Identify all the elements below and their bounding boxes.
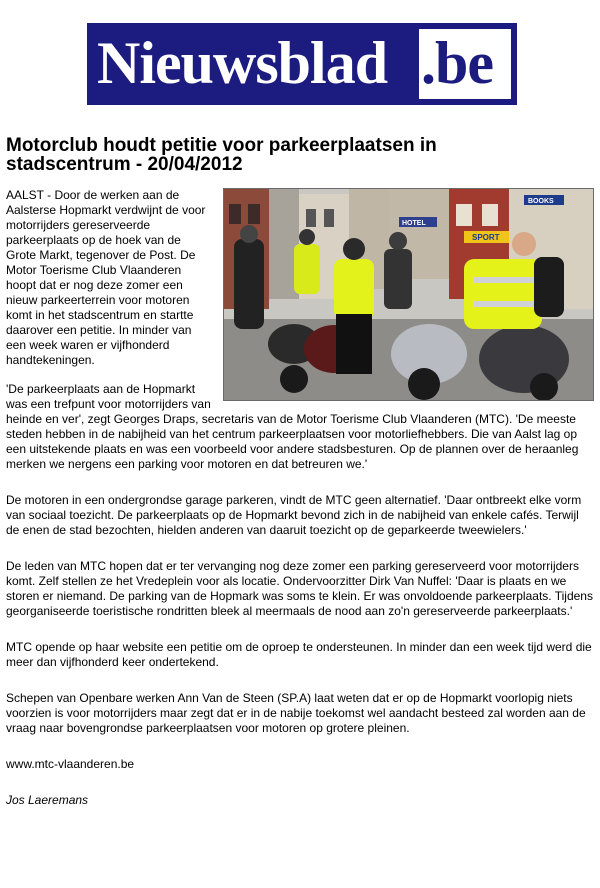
logo-wordmark: Nieuwsblad (97, 30, 388, 96)
article-headline: Motorclub houdt petitie voor parkeerplaatsen in stadscentrum - 20/04/2012 (6, 135, 437, 175)
photo-sign-hotel: HOTEL (402, 220, 426, 227)
article-author: Jos Laeremans (6, 793, 89, 807)
article-photo (223, 188, 594, 401)
masthead-logo[interactable] (87, 23, 517, 105)
article-body (6, 188, 594, 829)
article-paragraph: MTC opende op haar website een petitie om de oproep te ondersteunen. In minder dan een week tijd werd die meer dan vijfhonderd keer ondertekend. (6, 640, 592, 669)
photo-sign-sport: SPORT (472, 233, 500, 242)
website-link[interactable]: www.mtc-vlaanderen.be (6, 757, 135, 771)
article-paragraph: De leden van MTC hopen dat er ter vervanging nog deze zomer een parking gereserveerd voor motorrijders komt. Zelf stellen ze het Vredeplein voor als locatie. Ondervoorzitter Dirk Van Nuffel: 'Daar is plaats en we storen er niemand. De parking van de Hopmark was soms te klein. Er was onvoldoende parkeerplaats. Tijdens georganiseerde toeristische rondritten bleek al meermaals de nood aan zo'n gereserveerde parkeerplaats.' (6, 559, 593, 618)
logo-tld: .be (421, 30, 493, 96)
logo-tld-box (419, 29, 511, 99)
article-paragraph: Schepen van Openbare werken Ann Van de Steen (SP.A) laat weten dat er op de Hopmarkt voorlopig niets voorzien is voor motorrijders maar zegt dat er in de nabije toekomst wel aandacht besteed zal worden aan de vraag naar bovengrondse parkeerplaatsen voor motoren op grotere pleinen. (6, 691, 586, 735)
motorcyclists-photo (224, 189, 593, 400)
article-paragraph: De motoren in een ondergrondse garage parkeren, vindt de MTC geen alternatief. 'Daar ontbreekt elke vorm van sociaal toezicht. De parkeerplaats op de Hopmarkt bevond zich in de nabijheid van enkele cafés. Terwijl de enen de stad bezochten, hielden anderen van daaruit toezicht op de geparkeerde tweewielers.' (6, 493, 582, 537)
photo-sign-books: BOOKS (528, 198, 554, 205)
article-paragraph: 'De parkeerplaats aan de Hopmarkt was een trefpunt voor motorrijders van heinde en ver', zegt Georges Draps, secretaris van de Motor Toerisme Club Vlaanderen (MTC). 'De meeste steden hebben in de nabijheid van het centrum parkeerplaatsen voor motorliefhebbers. Die van Aalst lag op een uitstekende plaats en was een voorbeeld voor andere stadsbesturen. Op de plannen over de heraanleg merken we nergens een parking voor motoren en dat betreuren we.' (6, 382, 579, 471)
article-lead: AALST - Door de werken aan de Aalsterse Hopmarkt verdwijnt de voor motorrijders gereserveerde parkeerplaats op de hoek van de Grote Markt, tegenover de Post. De Motor Toerisme Club Vlaanderen hoopt dat er nog deze zomer een nieuw parkeerterrein voor motoren komt in het stadscentrum en startte daarover een petitie. In minder van een week waren er vijfhonderd handtekeningen. (6, 188, 206, 367)
